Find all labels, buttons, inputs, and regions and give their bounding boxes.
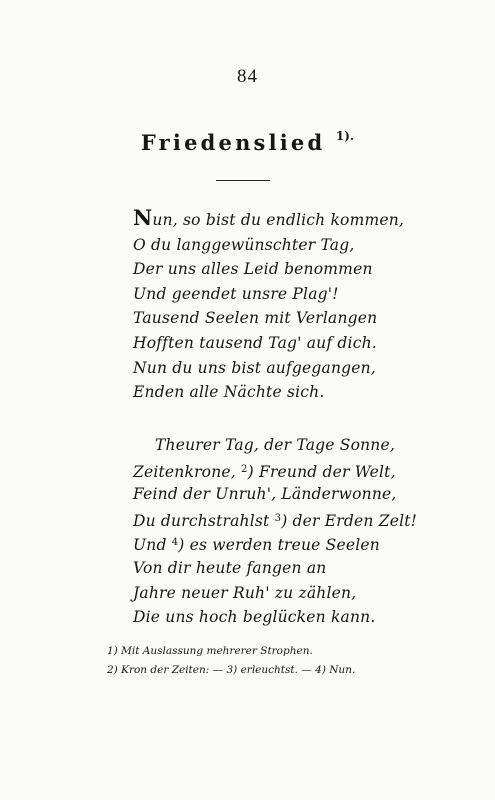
verse-line: Von dir heute fangen an [133, 558, 327, 577]
verse-text: ) Freund der Welt, [247, 462, 396, 481]
title-divider [216, 180, 270, 181]
stanza-2 [133, 433, 417, 630]
verse-line [133, 458, 417, 483]
verse-line: Feind der Unruh', Länderwonne, [133, 485, 397, 504]
verse-line [133, 205, 405, 233]
verse-text: Und [133, 536, 167, 555]
footnote-ref: 4 [171, 537, 179, 549]
verse-line: Theurer Tag, der Tage Sonne, [155, 436, 395, 454]
footnote: 1) Mit Auslassung mehrerer Strophen. [107, 645, 313, 657]
stanza-1 [133, 205, 405, 405]
footnotes [107, 642, 355, 680]
verse-text: ) es werden treue Seelen [178, 536, 380, 555]
verse-line [133, 531, 417, 556]
initial-letter: N [133, 205, 153, 230]
footnote: 2) Kron der Zeiten: — 3) erleuchtst. — 4) Nun. [107, 664, 356, 676]
verse-text: Du durchstrahlst [133, 511, 270, 530]
verse-line: Enden alle Nächte sich. [133, 383, 325, 402]
verse-line: Und geendet unsre Plag'! [133, 284, 339, 303]
verse-text: Zeitenkrone, [133, 462, 236, 481]
verse-line: Der uns alles Leid benommen [133, 260, 373, 279]
verse-line: Nun du uns bist aufgegangen, [133, 358, 376, 377]
verse-line: Die uns hoch beglücken kann. [133, 608, 376, 627]
verse-line-text: un, so bist du endlich kommen, [152, 211, 405, 229]
title-footnote-mark: 1). [335, 129, 355, 143]
verse-line: O du langgewünschter Tag, [133, 235, 355, 254]
verse-line [133, 507, 417, 532]
verse-text: ) der Erden Zelt! [281, 511, 418, 530]
poem-title-text: Friedenslied [140, 130, 326, 155]
verse-line: Hofften tausend Tag' auf dich. [133, 333, 377, 352]
footnote-ref: 3 [274, 512, 282, 524]
page-number: 84 [237, 66, 258, 87]
poem-title [0, 130, 495, 155]
verse-line: Jahre neuer Ruh' zu zählen, [133, 583, 357, 602]
verse-line: Tausend Seelen mit Verlangen [133, 309, 378, 328]
footnote-ref: 2 [241, 463, 248, 475]
